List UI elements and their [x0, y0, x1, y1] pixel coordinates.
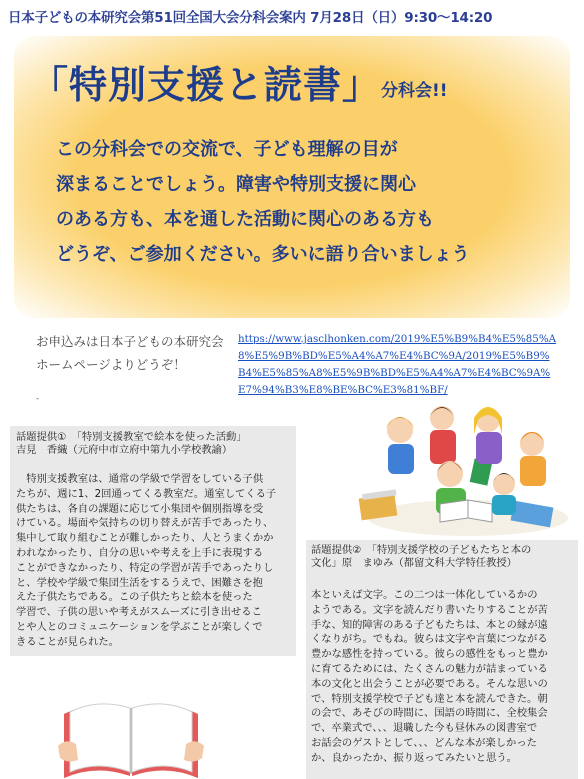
text-line: で、特別支援学校で子ども達と本を読んできた。朝: [311, 692, 548, 705]
topic2-description: [311, 588, 577, 766]
hero-line: 深まることでしょう。障害や特別支援に関心: [56, 174, 416, 195]
text-line: ことができなかったり、特定の学習が苦手であったりし: [16, 561, 274, 574]
apply-dash: -: [36, 394, 40, 404]
header-announcement: 日本子どもの本研究会第51回全国大会分科会案内 7月28日（日）9:30〜14:20: [8, 10, 493, 26]
topic2-speaker: 文化」原 まゆみ（都留文科大学特任教授）: [311, 557, 517, 569]
text-line: に育てるためには、たくさんの魅力が詰まっている: [311, 662, 548, 675]
topic1-header: [16, 431, 296, 457]
hero-message: [56, 132, 546, 272]
open-book-illustration: [56, 684, 206, 779]
text-line: われなかったり、自分の思いや考えを上手に表現する: [16, 546, 264, 559]
link-line[interactable]: https://www.jasclhonken.com/2019%E5%B9%B4%E5%85%A: [238, 333, 557, 345]
text-line: けている。場面や気持ちの切り替えが苦手であったり、: [16, 517, 274, 530]
text-line: か、良かったか、振り返ってみたいと思う。: [311, 751, 517, 764]
topic1-title: 話題提供① 「特別支援教室で絵本を使った活動」: [16, 431, 247, 443]
hero-line: のある方も、本を通した活動に関心のある方も: [56, 209, 434, 230]
children-reading-illustration: [352, 400, 574, 540]
link-line[interactable]: E7%94%B3%E8%BE%BC%E3%81%BF/: [238, 384, 448, 396]
apply-line: ホームページよりどうぞ！: [36, 357, 186, 372]
text-line: の会で、あそびの時間に、国語の時間に、全校集会: [311, 707, 548, 720]
text-line: 学習で、子供の思いや考えがスムーズに引き出せるこ: [16, 606, 262, 619]
text-line: と、学校や学級で集団生活をするうえで、困難さを抱: [16, 576, 263, 589]
text-line: 本の文化と出会うことが必要である。そんな思いの: [311, 677, 548, 690]
text-line: たちが、週に1、2回通ってくる教室だ。通室してくる子: [16, 487, 277, 500]
text-line: 豊かな感性を持っている。彼らの感性をもっと豊か: [311, 648, 548, 661]
registration-link[interactable]: [238, 331, 578, 399]
text-line: お話会のゲストとして、、、どんな本が楽しかった: [311, 736, 537, 749]
text-line: とや人とのコミュニケーションを学ぶことが楽しくで: [16, 620, 263, 633]
hero-line: どうぞ、ご参加ください。多いに語り合いましょう: [56, 244, 470, 265]
hero-title-suffix: 分科会!!: [381, 81, 448, 101]
hero-title: [30, 54, 570, 109]
text-line: 供たちは、各自の課題に応じて小集団や個別指導を受: [16, 502, 264, 515]
hero-line: この分科会での交流で、子ども理解の目が: [56, 139, 398, 160]
topic1-description: [16, 472, 296, 650]
text-line: きることが見られた。: [16, 635, 119, 648]
text-line: 手な、知的障害のある子どもたちは、本との縁が遠: [311, 618, 548, 631]
topic2-header: [311, 544, 577, 570]
text-line: で、卒業式で、、、退職した今も昼休みの図書室で: [311, 722, 538, 735]
apply-line: お申込みは日本子どもの本研究会: [36, 334, 224, 349]
text-line: 集中して取り組むことが難しかったり、人とうまくかか: [16, 532, 274, 545]
text-line: えた子供たちである。この子供たちと絵本を使った: [16, 591, 253, 604]
text-line: ようである。文字を読んだり書いたりすることが苦: [311, 603, 548, 616]
topic1-speaker: 吉見 香織（元府中市立府中第九小学校教諭）: [16, 444, 233, 456]
hero-title-main: 「特別支援と読書」: [30, 63, 382, 107]
link-line[interactable]: 8%E5%9B%BD%E5%A4%A7%E4%BC%9A/2019%E5%B9%: [238, 350, 550, 362]
text-line: くなりがち。でもね。彼らは文字や言葉につながる: [311, 633, 548, 646]
link-line[interactable]: B4%E5%85%A8%E5%9B%BD%E5%A4%A7%E4%BC%9A%: [238, 367, 551, 379]
apply-note: [36, 330, 232, 376]
topic2-title: 話題提供② 「特別支援学校の子どもたちと本の: [311, 544, 532, 556]
text-line: 本といえば文字。この二つは一体化しているかの: [311, 589, 538, 601]
text-line: 特別支援教室は、通常の学級で学習をしている子供: [16, 473, 264, 485]
